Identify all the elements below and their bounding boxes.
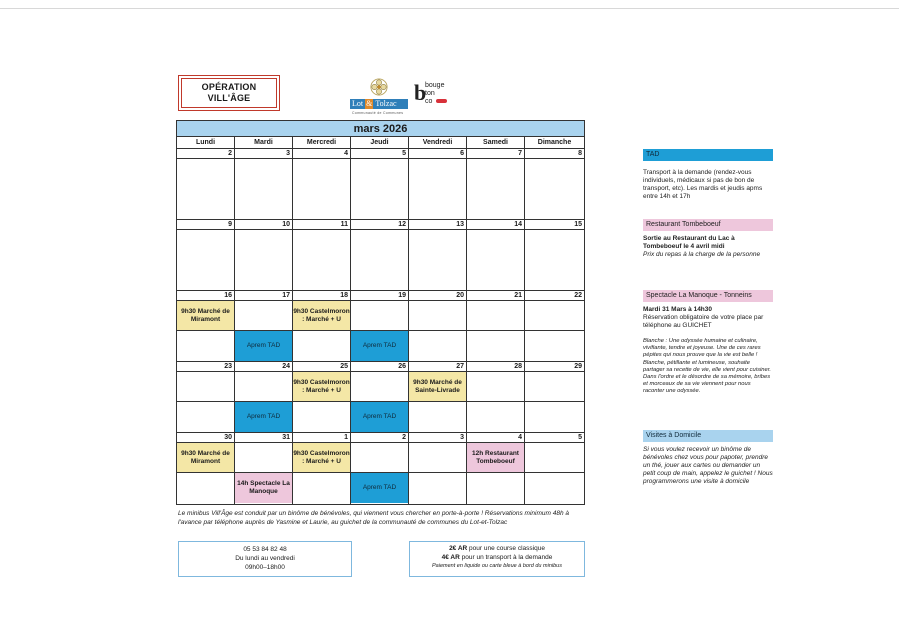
calendar-week-5 — [177, 433, 584, 504]
day-cell[interactable] — [351, 433, 409, 504]
day-cell[interactable] — [409, 291, 467, 361]
day-cell[interactable] — [293, 149, 351, 219]
day-number: 12 — [351, 220, 408, 230]
day-number: 4 — [293, 149, 350, 159]
calendar — [176, 120, 585, 505]
price-amount-1: 2€ AR — [449, 545, 468, 552]
sidebar-visites — [643, 430, 773, 486]
day-number: 5 — [525, 433, 584, 443]
day-cell[interactable] — [409, 220, 467, 290]
day-number: 24 — [235, 362, 292, 372]
sidebar-restaurant-bold: Sortie au Restaurant du Lac à Tombeboeuf le 4 avril midi — [643, 235, 735, 250]
day-number: 19 — [351, 291, 408, 301]
operation-title-line2: VILL'ÂGE — [207, 93, 251, 103]
sidebar-restaurant — [643, 219, 773, 259]
day-number: 23 — [177, 362, 234, 372]
operation-title-line1: OPÉRATION — [201, 82, 257, 92]
logo-btc-line3: co — [425, 98, 433, 105]
day-number: 8 — [525, 149, 584, 159]
calendar-week-4 — [177, 362, 584, 433]
operation-title-box — [178, 75, 280, 111]
sidebar-visites-title: Visites à Domicile — [643, 430, 773, 442]
event-aprem-tad[interactable]: Aprem TAD — [351, 331, 408, 361]
price-line-2 — [410, 553, 584, 562]
logo-subtitle: Communauté de Communes — [352, 111, 404, 115]
day-number: 17 — [235, 291, 292, 301]
day-cell[interactable] — [235, 220, 293, 290]
price-line-1 — [410, 544, 584, 553]
day-number: 22 — [525, 291, 584, 301]
day-cell[interactable] — [467, 220, 525, 290]
day-number: 3 — [409, 433, 466, 443]
day-cell[interactable] — [409, 362, 467, 432]
logo-btc-line2: ton — [425, 90, 435, 97]
day-number: 2 — [177, 149, 234, 159]
day-number: 4 — [467, 433, 524, 443]
logo-tolzac: Tolzac — [373, 99, 408, 109]
day-cell[interactable] — [467, 433, 525, 504]
day-number: 18 — [293, 291, 350, 301]
event-marche-castelmoron[interactable]: 9h30 Castelmoron : Marché + U — [293, 301, 350, 331]
day-cell[interactable] — [525, 362, 584, 432]
price-text-2: pour un transport à la demande — [459, 554, 553, 561]
top-rule — [0, 8, 899, 9]
sidebar-restaurant-title: Restaurant Tombeboeuf — [643, 219, 773, 231]
sidebar-spectacle — [643, 290, 773, 396]
day-number: 10 — [235, 220, 292, 230]
event-aprem-tad[interactable]: Aprem TAD — [235, 402, 292, 432]
day-cell[interactable] — [467, 149, 525, 219]
event-aprem-tad[interactable]: Aprem TAD — [351, 402, 408, 432]
day-number: 15 — [525, 220, 584, 230]
day-number: 5 — [351, 149, 408, 159]
day-cell[interactable] — [177, 149, 235, 219]
day-cell[interactable] — [235, 362, 293, 432]
day-number: 14 — [467, 220, 524, 230]
day-cell[interactable] — [525, 291, 584, 361]
day-number: 16 — [177, 291, 234, 301]
event-aprem-tad[interactable]: Aprem TAD — [351, 473, 408, 503]
event-marche-miramont[interactable]: 9h30 Marché de Miramont — [177, 301, 234, 331]
day-cell[interactable] — [235, 291, 293, 361]
contact-box — [178, 541, 352, 577]
sidebar-tad — [643, 149, 773, 201]
day-cell[interactable] — [293, 362, 351, 432]
day-number: 29 — [525, 362, 584, 372]
day-number: 2 — [351, 433, 408, 443]
sidebar-visites-text: Si vous voulez recevoir un binôme de bénévoles chez vous pour papoter, prendre un thé, jouer aux cartes ou demander un petit coup de main, appelez le guichet ! Nous programmerons une visite à domicile — [643, 446, 773, 485]
day-number: 6 — [409, 149, 466, 159]
sidebar-spectacle-text: Réservation obligatoire de votre place par téléphone au GUICHET — [643, 314, 764, 329]
day-cell[interactable] — [235, 433, 293, 504]
price-box — [409, 541, 585, 577]
price-text-1: pour une course classique — [467, 545, 545, 552]
day-number: 30 — [177, 433, 234, 443]
day-number: 20 — [409, 291, 466, 301]
day-cell[interactable] — [467, 291, 525, 361]
day-number: 27 — [409, 362, 466, 372]
calendar-day-headers — [177, 137, 584, 149]
price-amount-2: 4€ AR — [441, 554, 460, 561]
event-spectacle-la-manoque[interactable]: 14h Spectacle La Manoque — [235, 473, 292, 503]
day-number: 9 — [177, 220, 234, 230]
day-cell[interactable] — [525, 220, 584, 290]
sidebar-spectacle-description: Blanche : Une odyssée humaine et culinaire, vivifiante, tendre et joyeuse. Une de ces rares pépites qui nous prouve que la vie est belle ! Blanche, pétillante et lumineuse, souhaite partager sa recette de vie, elle vient pour cuisiner. Dans l'ordre et le désordre de sa mémoire, bribes et morceaux de sa vie viennent pour nous raconter une odyssée. — [643, 338, 772, 395]
flower-icon — [370, 78, 388, 96]
sidebar-tad-text: Transport à la demande (rendez-vous individuels, médicaux si pas de bon de transport, etc). Les mardis et jeudis apms entre 14h et 17h — [643, 169, 763, 200]
contact-days: Du lundi au vendredi — [235, 555, 295, 562]
day-cell[interactable] — [351, 149, 409, 219]
day-cell[interactable] — [293, 220, 351, 290]
event-marche-miramont[interactable]: 9h30 Marché de Miramont — [177, 443, 234, 473]
day-number: 13 — [409, 220, 466, 230]
day-cell[interactable] — [525, 433, 584, 504]
day-cell[interactable] — [351, 220, 409, 290]
logo-btc-line1: bouge — [425, 82, 445, 89]
lot-et-tolzac-logo — [349, 78, 409, 118]
day-cell[interactable] — [177, 220, 235, 290]
sidebar-tad-title: TAD — [643, 149, 773, 161]
day-header-sunday: Dimanche — [537, 139, 572, 146]
day-cell[interactable] — [467, 362, 525, 432]
minibus-note: Le minibus Vill'Âge est conduit par un binôme de bénévoles, qui viennent vous chercher en porte-à-porte ! Réservations minimum 48h à l'avance par téléphone auprès de Yasmine et Laurie, au guichet de la communauté de communes du Lot-et-Tolzac — [178, 510, 569, 526]
day-header-tuesday: Mardi — [235, 137, 293, 149]
day-number: 21 — [467, 291, 524, 301]
bouge-ton-coq-logo — [414, 80, 450, 108]
day-number: 11 — [293, 220, 350, 230]
day-cell[interactable] — [293, 291, 351, 361]
logo-ampersand: & — [366, 99, 373, 108]
day-header-saturday: Samedi — [467, 137, 525, 149]
day-number: 1 — [293, 433, 350, 443]
event-marche-sainte-livrade[interactable]: 9h30 Marché de Sainte-Livrade — [409, 372, 466, 402]
day-number: 3 — [235, 149, 292, 159]
event-aprem-tad[interactable]: Aprem TAD — [235, 331, 292, 361]
event-marche-castelmoron[interactable]: 9h30 Castelmoron : Marché + U — [293, 372, 350, 402]
day-cell[interactable] — [177, 291, 235, 361]
day-header-thursday: Jeudi — [351, 137, 409, 149]
sidebar-spectacle-date: Mardi 31 Mars à 14h30 — [643, 306, 713, 313]
day-number: 26 — [351, 362, 408, 372]
event-restaurant-tombeboeuf[interactable]: 12h Restaurant Tombeboeuf — [467, 443, 524, 473]
day-number: 7 — [467, 149, 524, 159]
day-cell[interactable] — [177, 433, 235, 504]
calendar-week-3 — [177, 291, 584, 362]
day-cell[interactable] — [525, 149, 584, 219]
sidebar-spectacle-title: Spectacle La Manoque - Tonneins — [643, 290, 773, 302]
day-cell[interactable] — [409, 149, 467, 219]
calendar-week-2 — [177, 220, 584, 291]
day-cell[interactable] — [409, 433, 467, 504]
logo-lot: Lot — [352, 99, 364, 108]
event-marche-castelmoron[interactable]: 9h30 Castelmoron : Marché + U — [293, 443, 350, 473]
day-header-monday: Lundi — [177, 137, 235, 149]
logo-btc-letter: b — [414, 80, 427, 105]
day-header-friday: Vendredi — [409, 137, 467, 149]
contact-phone[interactable]: 05 53 84 82 48 — [243, 546, 287, 553]
logo-btc-pill — [436, 99, 447, 103]
day-number: 25 — [293, 362, 350, 372]
day-number: 28 — [467, 362, 524, 372]
sidebar-restaurant-italic: Prix du repas à la charge de la personne — [643, 251, 761, 258]
calendar-title: mars 2026 — [177, 121, 584, 137]
price-payment-note: Paiement en liquide ou carte bleue à bord du minibus — [432, 563, 562, 569]
day-number: 31 — [235, 433, 292, 443]
calendar-week-1 — [177, 149, 584, 220]
day-cell[interactable] — [177, 362, 235, 432]
day-cell[interactable] — [235, 149, 293, 219]
day-header-wednesday: Mercredi — [293, 137, 351, 149]
day-cell[interactable] — [351, 291, 409, 361]
day-cell[interactable] — [351, 362, 409, 432]
contact-hours: 09h00–18h00 — [245, 564, 285, 571]
day-cell[interactable] — [293, 433, 351, 504]
